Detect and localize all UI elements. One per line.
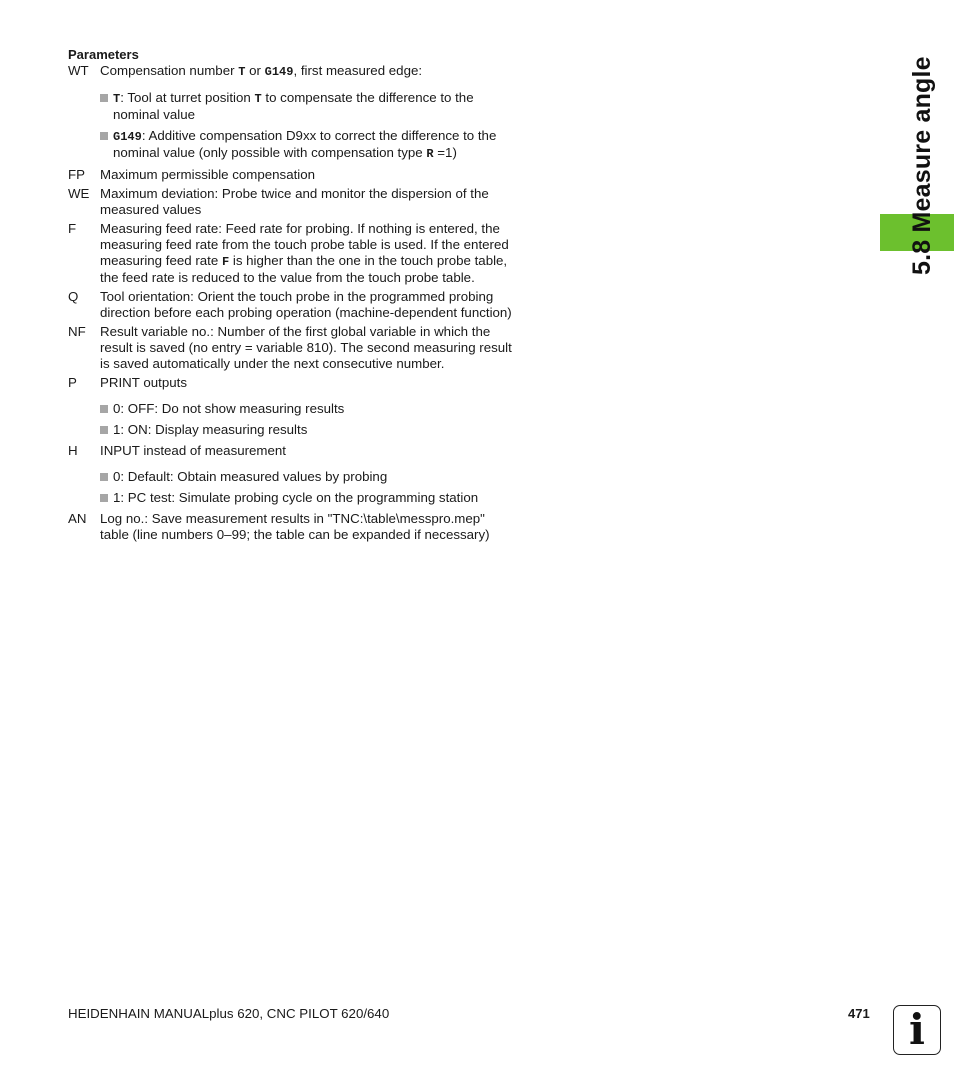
param-code: FP [68,167,85,182]
param-code: P [68,375,77,390]
bullet-square-icon [100,94,108,102]
desc-text: : Additive compensation D9xx to correct the difference to the nominal value (only possible with compensation type [113,128,497,160]
bullet-square-icon [100,473,108,481]
bullet-text: 0: OFF: Do not show measuring results [113,401,345,416]
code-f: F [221,255,230,269]
param-f [68,221,513,286]
param-code: F [68,221,77,236]
list-item [100,90,513,123]
desc-text: Measuring feed rate: Feed rate for probing. If nothing is entered, the measuring feed rate from the touch probe table is used. If the entered measuring feed rate [100,221,509,268]
desc-text: Compensation number [100,63,239,78]
param-description: PRINT outputs [100,375,187,390]
bullet-square-icon [100,426,108,434]
param-code: WE [68,186,90,201]
param-description [100,63,513,80]
info-icon: i [893,1005,941,1055]
param-code: Q [68,289,79,304]
code-g149: G149 [113,130,142,144]
code-t: T [254,92,262,106]
param-an [68,511,513,543]
list-item [100,422,513,438]
param-nf [68,324,513,372]
param-code: AN [68,511,87,526]
bullet-square-icon [100,494,108,502]
desc-text: , first measured edge: [293,63,423,78]
p-options [100,401,513,438]
chapter-section-title: 5.8 Measure angle [908,56,936,275]
list-item [100,469,513,485]
code-r: R [426,147,434,161]
list-item [100,401,513,417]
param-we [68,186,513,218]
desc-text: : Tool at turret position [120,90,255,105]
param-h [68,443,513,459]
code-t: T [113,92,121,106]
footer-product-name: HEIDENHAIN MANUALplus 620, CNC PILOT 620/640 [68,1006,390,1021]
param-p [68,375,513,391]
param-code: WT [68,63,89,78]
section-title: Parameters [68,47,139,62]
param-description: Maximum deviation: Probe twice and monitor the dispersion of the measured values [100,186,489,217]
param-description: INPUT instead of measurement [100,443,286,458]
h-options [100,469,513,506]
bullet-text: 1: ON: Display measuring results [113,422,308,437]
wt-options [100,90,513,162]
parameter-list [68,47,513,546]
param-wt [68,63,513,80]
bullet-text: 1: PC test: Simulate probing cycle on the programming station [113,490,479,505]
bullet-square-icon [100,405,108,413]
param-description [100,221,513,286]
param-description: Log no.: Save measurement results in "TNC:\table\messpro.mep" table (line numbers 0–99; the table can be expanded if necessary) [100,511,490,542]
param-description: Tool orientation: Orient the touch probe in the programmed probing direction before each probing operation (machine-dependent function) [100,289,512,320]
desc-text: is higher than the one in the touch probe table, the feed rate is reduced to the value from the touch probe table. [100,253,508,285]
bullet-text [113,90,513,123]
desc-text: or [245,63,265,78]
param-fp [68,167,513,183]
bullet-text: 0: Default: Obtain measured values by probing [113,469,388,484]
code-t: T [238,65,246,79]
param-description: Result variable no.: Number of the first global variable in which the result is saved (no entry = variable 810). The second measuring result is saved automatically under the next consecutive number. [100,324,512,371]
code-g149: G149 [264,65,294,79]
param-code: H [68,443,78,458]
param-q [68,289,513,321]
page-number: 471 [848,1006,870,1021]
list-item [100,490,513,506]
desc-text: to compensate the difference to the nominal value [113,90,474,122]
param-description: Maximum permissible compensation [100,167,316,182]
bullet-text [113,128,513,162]
desc-text: =1) [433,145,457,160]
param-code: NF [68,324,86,339]
list-item [100,128,513,162]
bullet-square-icon [100,132,108,140]
